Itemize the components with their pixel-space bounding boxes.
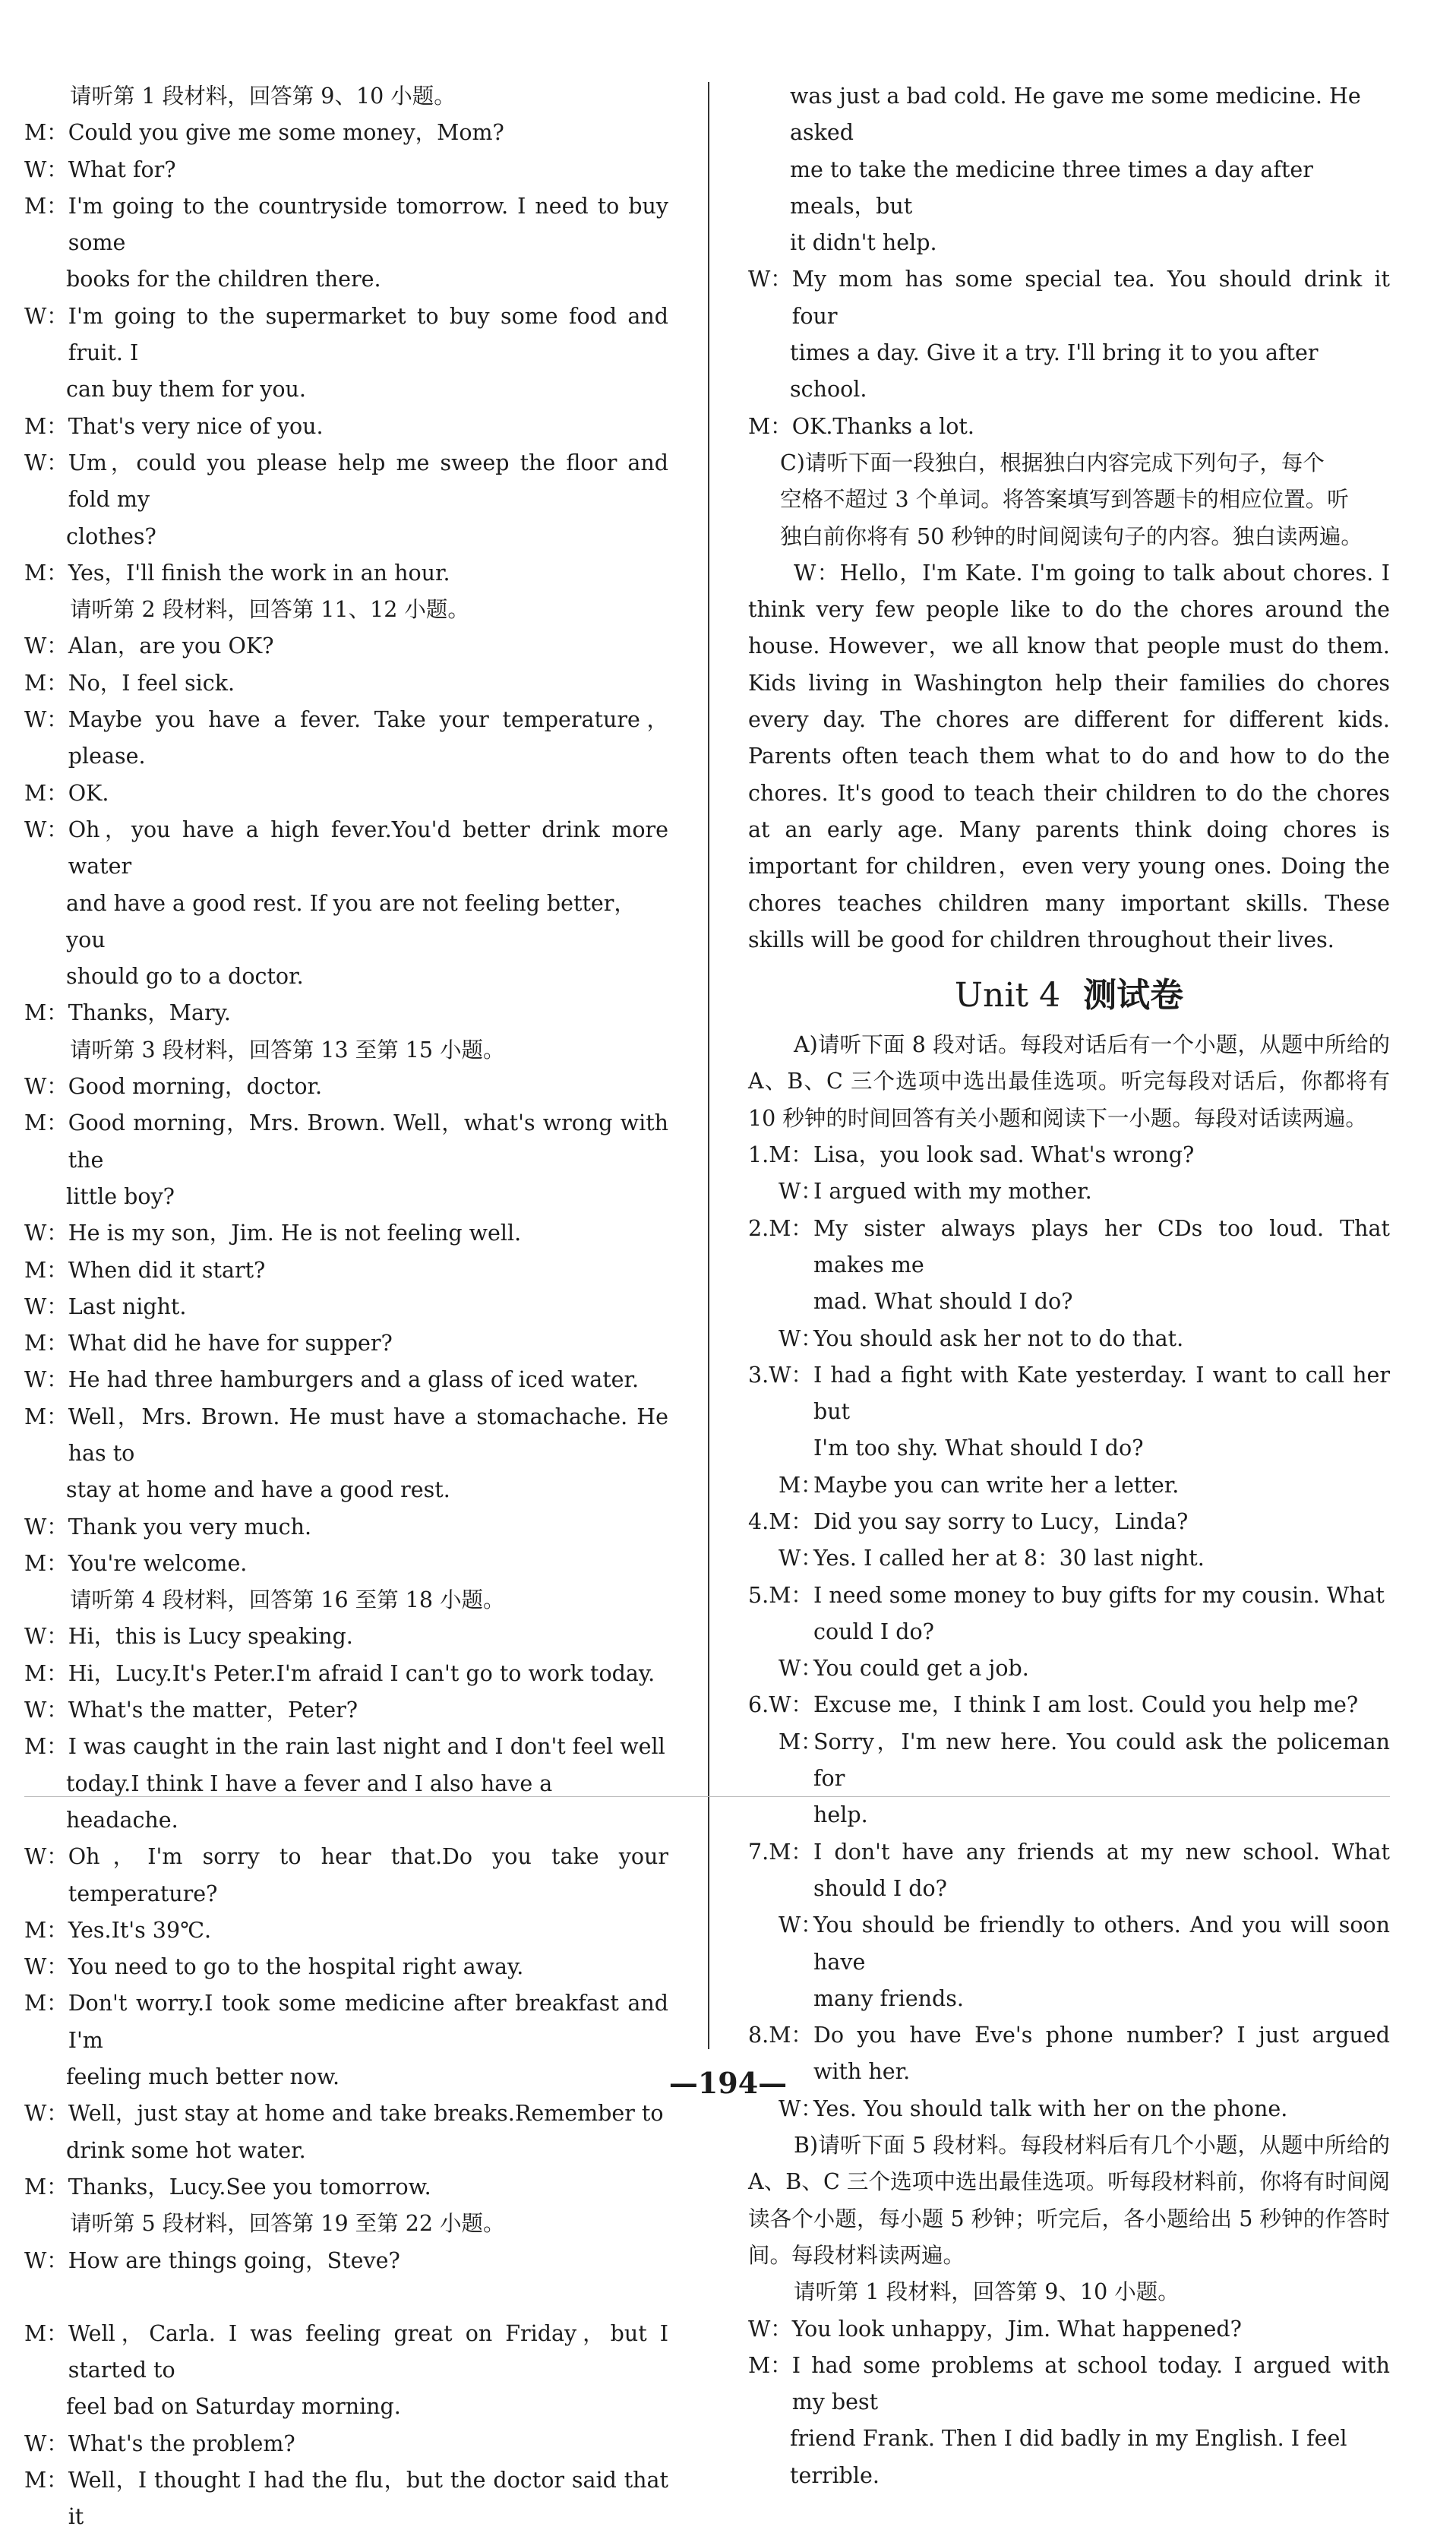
dialogue-text: I need some money to buy gifts for my cousin. What (813, 1582, 1385, 1608)
speaker-label: M： (779, 1472, 823, 1498)
continuation-line: should go to a doctor. (66, 964, 304, 990)
dialogue-line (748, 1907, 1390, 1981)
right-bottom-section (748, 1027, 1390, 2494)
speaker-label: M： (748, 413, 792, 439)
dialogue-text: Yes. You should talk with her on the phone. (813, 2095, 1288, 2121)
dialogue-text: Hi，Lucy.It's Peter.I'm afraid I can't go to work today. (68, 1660, 655, 1686)
question-line (748, 1137, 1390, 1173)
dialogue-text: Lisa，you look sad. What's wrong? (813, 1142, 1195, 1168)
right-column (748, 78, 1390, 2494)
speaker-label: W： (24, 816, 68, 842)
question-line (748, 1577, 1390, 1614)
dialogue-text: What's the problem? (68, 2430, 295, 2456)
dialogue-text: Excuse me，I think I am lost. Could you help me? (813, 1692, 1359, 1718)
dialogue-line (748, 409, 1390, 445)
dialogue-text: Sorry，I'm new here. You could ask the policeman for (813, 1729, 1390, 1792)
speaker-label: 3.W： (748, 1362, 813, 1388)
left-column (24, 78, 668, 2536)
continuation-line: drink some hot water. (66, 2137, 306, 2163)
dialogue-line (748, 1467, 1390, 1504)
dialogue-text: What's the matter，Peter? (68, 1698, 358, 1723)
dialogue-line (24, 1692, 668, 1729)
continuation-line: stay at home and have a good rest. (66, 1477, 450, 1503)
speaker-label: W： (779, 2095, 823, 2121)
section-instruction: 请听第 1 段材料，回答第 9、10 小题。 (794, 2279, 1180, 2305)
speaker-label: W： (24, 156, 68, 182)
continuation-line: mad. What should I do? (813, 1289, 1073, 1315)
unit-title (748, 974, 1390, 1018)
section-instruction: 请听第 4 段材料，回答第 16 至第 18 小题。 (70, 1587, 505, 1613)
dialogue-text: I had a fight with Kate yesterday. I want to call her but (813, 1362, 1390, 1425)
column-divider (708, 82, 709, 2049)
dialogue-text: I was caught in the rain last night and I don't feel well (68, 1734, 665, 1760)
speaker-label: W： (24, 633, 68, 659)
continuation-line: feel bad on Saturday morning. (66, 2394, 401, 2420)
dialogue-line (24, 628, 668, 665)
speaker-label: M： (24, 1000, 68, 1026)
instruction-line: C)请听下面一段独白，根据独白内容完成下列句子，每个 (780, 450, 1325, 475)
speaker-label: M： (24, 1991, 68, 2016)
dialogue-line (24, 409, 668, 445)
speaker-label: W： (24, 1844, 68, 1870)
continuation-line: books for the children there. (66, 267, 381, 292)
question-line (748, 1357, 1390, 1431)
dialogue-text: When did it start? (68, 1257, 266, 1283)
dialogue-line (748, 2348, 1390, 2421)
dialogue-line (24, 152, 668, 188)
dialogue-line (24, 1912, 668, 1949)
unit-title-en: Unit 4 (954, 976, 1061, 1015)
continuation-line: can buy them for you. (66, 377, 306, 403)
dialogue-line (748, 1173, 1390, 1210)
dialogue-text: Hi，this is Lucy speaking. (68, 1624, 353, 1650)
speaker-label: M： (24, 1917, 68, 1943)
speaker-label: W： (24, 2101, 68, 2127)
dialogue-text: I'm going to the supermarket to buy some food and fruit. I (68, 303, 668, 366)
dialogue-line (24, 665, 668, 702)
speaker-label: 1.M： (748, 1142, 813, 1168)
speaker-label: W： (779, 1179, 823, 1205)
dialogue-text: Good morning，doctor. (68, 1074, 323, 1100)
dialogue-line (748, 1540, 1390, 1577)
question-line (748, 1834, 1390, 1908)
speaker-label: M： (24, 1734, 68, 1760)
question-line (748, 1504, 1390, 1540)
dialogue-line (748, 1724, 1390, 1798)
speaker-label: M： (779, 1729, 823, 1754)
section-instruction: 请听第 2 段材料，回答第 11、12 小题。 (70, 597, 469, 623)
speaker-label: M： (24, 1110, 68, 1136)
dialogue-line (748, 2311, 1390, 2348)
speaker-label: W： (24, 303, 68, 329)
dialogue-text: Well，just stay at home and take breaks.Remember to (68, 2101, 664, 2127)
speaker-label: M： (24, 2468, 68, 2493)
continuation-line: today.I think I have a fever and I also have a headache. (66, 1770, 553, 1833)
dialogue-text: OK.Thanks a lot. (791, 413, 974, 439)
speaker-label: W： (24, 1074, 68, 1100)
dialogue-text: Thanks，Lucy.See you tomorrow. (68, 2174, 431, 2200)
dialogue-line (24, 1105, 668, 1179)
speaker-label: M： (24, 2174, 68, 2200)
speaker-label: W： (779, 1912, 823, 1938)
speaker-label: M： (24, 780, 68, 806)
dialogue-line (24, 702, 668, 775)
dialogue-text: Um，could you please help me sweep the floor and fold my (68, 450, 668, 513)
continuation-line: me to take the medicine three times a day after meals，but (790, 156, 1313, 219)
speaker-label: M： (24, 670, 68, 696)
dialogue-text: You need to go to the hospital right away. (68, 1954, 524, 1980)
right-top-section (748, 78, 1390, 959)
dialogue-line (24, 445, 668, 519)
dialogue-line (24, 2243, 668, 2279)
dialogue-text: Don't worry.I took some medicine after breakfast and I'm (68, 1991, 668, 2053)
dialogue-text: Well，Carla. I was feeling great on Friday，but I started to (68, 2320, 668, 2383)
speaker-label: W： (779, 1546, 823, 1571)
dialogue-line (24, 188, 668, 262)
dialogue-text: Oh，I'm sorry to hear that.Do you take your temperature? (68, 1844, 668, 1906)
dialogue-line (24, 1362, 668, 1398)
dialogue-text: Well，I thought I had the flu，but the doctor said that it (68, 2468, 668, 2530)
speaker-label: W： (24, 2430, 68, 2456)
dialogue-line (24, 812, 668, 886)
speaker-label: 6.W： (748, 1692, 813, 1718)
speaker-label: M： (24, 1404, 68, 1429)
continuation-line: friend Frank. Then I did badly in my English. I feel terrible. (790, 2426, 1347, 2488)
dialogue-line (24, 1729, 668, 1765)
dialogue-text: You're welcome. (68, 1550, 248, 1576)
dialogue-text: Maybe you have a fever. Take your temperature，please. (68, 707, 668, 769)
dialogue-line (24, 115, 668, 151)
page-number: —194— (668, 2066, 788, 2100)
unit-title-zh: 测试卷 (1083, 976, 1184, 1015)
speaker-label: 2.M： (748, 1215, 813, 1241)
speaker-label: M： (24, 560, 68, 586)
continuation-line: I'm too shy. What should I do? (813, 1435, 1144, 1461)
continuation-line: times a day. Give it a try. I'll bring it to you after school. (790, 340, 1319, 403)
dialogue-line (24, 2462, 668, 2536)
dialogue-line (24, 1399, 668, 1473)
section-instruction: 请听第 3 段材料，回答第 13 至第 15 小题。 (70, 1037, 505, 1063)
dialogue-text: You should ask her not to do that. (813, 1325, 1184, 1351)
speaker-label: W： (24, 2247, 68, 2273)
speaker-label: M： (24, 1660, 68, 1686)
dialogue-line (24, 2095, 668, 2132)
dialogue-text: OK. (68, 780, 109, 806)
dialogue-line (24, 775, 668, 812)
speaker-label: W： (779, 1656, 823, 1682)
dialogue-text: Yes，I'll finish the work in an hour. (68, 560, 450, 586)
speaker-label: 8.M： (748, 2023, 813, 2048)
dialogue-line (24, 1619, 668, 1655)
dialogue-text: I'm going to the countryside tomorrow. I need to buy some (68, 193, 668, 256)
dialogue-text: I don't have any friends at my new school. What should I do? (813, 1839, 1390, 1901)
dialogue-line (24, 1215, 668, 1252)
dialogue-line (24, 555, 668, 592)
dialogue-text: How are things going，Steve? (68, 2247, 400, 2273)
dialogue-line (24, 1325, 668, 1362)
dialogue-line (24, 1949, 668, 1985)
question-line (748, 1687, 1390, 1723)
dialogue-text: Did you say sorry to Lucy，Linda? (813, 1508, 1189, 1534)
dialogue-line (24, 1509, 668, 1546)
speaker-label: M： (24, 1331, 68, 1356)
speaker-label: W： (24, 1514, 68, 1540)
speaker-label: W： (24, 1624, 68, 1650)
speaker-label: M： (24, 193, 68, 219)
dialogue-text: I argued with my mother. (813, 1179, 1092, 1205)
dialogue-line (748, 1650, 1390, 1687)
dialogue-line (24, 1289, 668, 1325)
continuation-line: was just a bad cold. He gave me some medicine. He asked (790, 84, 1361, 146)
speaker-label: W： (24, 1954, 68, 1980)
dialogue-text: Well，Mrs. Brown. He must have a stomachache. He has to (68, 1404, 668, 1466)
section-instruction: 请听第 1 段材料，回答第 9、10 小题。 (70, 84, 456, 109)
blank-line (24, 2279, 668, 2316)
speaker-label: 7.M： (748, 1839, 813, 1865)
instruction-line: 独白前你将有 50 秒钟的时间阅读句子的内容。独白读两遍。 (780, 523, 1363, 549)
continuation-line: clothes? (66, 523, 156, 549)
continuation-line: help. (813, 1802, 868, 1828)
speaker-label: M： (748, 2352, 792, 2378)
dialogue-text: What for? (68, 156, 176, 182)
dialogue-text: Yes.It's 39℃. (68, 1917, 212, 1943)
speaker-label: W： (748, 2316, 792, 2342)
dialogue-text: You look unhappy，Jim. What happened? (791, 2316, 1242, 2342)
paragraph: A)请听下面 8 段对话。每段对话后有一个小题，从题中所给的 A、B、C 三个选项中选出最佳选项。听完每段对话后，你都将有 10 秒钟的时间回答有关小题和阅读下一小题。每段对话读两遍。 (748, 1032, 1390, 1131)
speaker-label: M： (24, 1550, 68, 1576)
dialogue-text: Yes. I called her at 8：30 last night. (813, 1546, 1205, 1571)
paragraph: W：Hello，I'm Kate. I'm going to talk about chores. I think very few people like to do the chores around the house. However，we all know that people must do them. Kids living in Washington help their families do chores every day. The chores are different for different kids. Parents often teach them what to do and how to do the chores. It's good to teach their children to do the chores at an early age. Many parents think doing chores is important for children，even very young ones. Doing the chores teaches children many important skills. These skills will be good for children throughout their lives. (748, 560, 1390, 952)
speaker-label: W： (24, 1293, 68, 1319)
dialogue-text: I had some problems at school today. I argued with my best (791, 2352, 1390, 2415)
dialogue-text: Good morning，Mrs. Brown. Well，what's wrong with the (68, 1110, 668, 1173)
speaker-label: W： (24, 450, 68, 475)
dialogue-text: Alan，are you OK? (68, 633, 274, 659)
paragraph: B)请听下面 5 段材料。每段材料后有几个小题，从题中所给的 A、B、C 三个选项中选出最佳选项。听每段材料前，你将有时间阅读各个小题，每小题 5 秒钟；听完后，各小题给出 5 秒钟的作答时间。每段材料读两遍。 (748, 2133, 1390, 2268)
dialogue-text: Maybe you can write her a letter. (813, 1472, 1180, 1498)
speaker-label: W： (24, 707, 68, 733)
dialogue-text: He is my son，Jim. He is not feeling well. (68, 1221, 522, 1246)
speaker-label: M： (24, 413, 68, 439)
dialogue-line (24, 1546, 668, 1582)
dialogue-line (24, 995, 668, 1031)
speaker-label: W： (24, 1221, 68, 1246)
speaker-label: M： (24, 2320, 68, 2346)
continuation-line: little boy? (66, 1183, 175, 1209)
dialogue-text: Oh，you have a high fever.You'd better drink more water (68, 816, 668, 880)
dialogue-line (24, 2169, 668, 2206)
dialogue-line (748, 1321, 1390, 1357)
continuation-line: and have a good rest. If you are not feeling better，you (66, 890, 636, 952)
instruction-line: 空格不超过 3 个单词。将答案填写到答题卡的相应位置。听 (780, 487, 1349, 513)
speaker-label: M： (24, 120, 68, 146)
question-line (748, 1211, 1390, 1284)
dialogue-line (24, 1252, 668, 1289)
dialogue-text: Do you have Eve's phone number? I just argued with her. (813, 2023, 1390, 2085)
dialogue-line (24, 1839, 668, 1912)
dialogue-text: Thanks，Mary. (68, 1000, 231, 1026)
dialogue-text: Could you give me some money，Mom? (68, 120, 504, 146)
dialogue-line (24, 1069, 668, 1105)
dialogue-text: He had three hamburgers and a glass of iced water. (68, 1367, 640, 1393)
dialogue-line (24, 2426, 668, 2462)
speaker-label: M： (24, 1257, 68, 1283)
dialogue-line (24, 2316, 668, 2389)
continuation-line: could I do? (813, 1619, 934, 1644)
speaker-label: 5.M： (748, 1582, 813, 1608)
dialogue-line (24, 1985, 668, 2059)
speaker-label: W： (779, 1325, 823, 1351)
dialogue-line (24, 298, 668, 372)
dialogue-text: No，I feel sick. (68, 670, 235, 696)
speaker-label: W： (24, 1367, 68, 1393)
continuation-line: it didn't help. (790, 230, 937, 256)
section-instruction: 请听第 5 段材料，回答第 19 至第 22 小题。 (70, 2211, 505, 2237)
dialogue-text: You should be friendly to others. And you will soon have (813, 1912, 1390, 1975)
dialogue-text: That's very nice of you. (68, 413, 324, 439)
dialogue-text: My mom has some special tea. You should drink it four (791, 267, 1390, 329)
dialogue-text: Last night. (68, 1293, 187, 1319)
dialogue-text: My sister always plays her CDs too loud. That makes me (813, 1215, 1390, 1277)
continuation-line: feeling much better now. (66, 2064, 340, 2090)
dialogue-line (748, 261, 1390, 335)
dialogue-text: You could get a job. (813, 1656, 1029, 1682)
continuation-line: many friends. (813, 1985, 964, 2011)
dialogue-text: Thank you very much. (68, 1514, 312, 1540)
dialogue-line (24, 1656, 668, 1692)
dialogue-text: What did he have for supper? (68, 1331, 393, 1356)
speaker-label: 4.M： (748, 1508, 813, 1534)
speaker-label: W： (24, 1698, 68, 1723)
speaker-label: W： (748, 267, 792, 292)
